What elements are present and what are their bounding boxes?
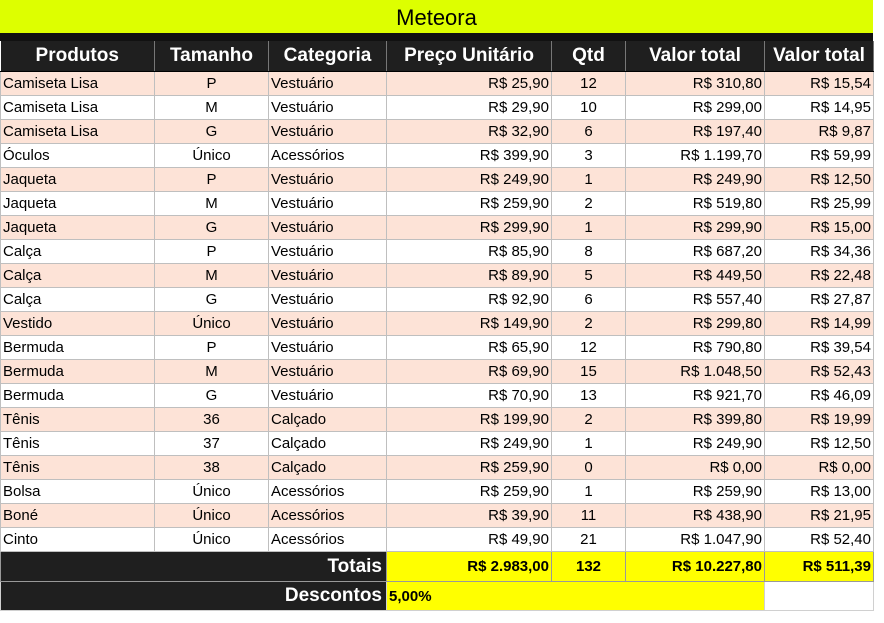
produto-cell[interactable]: Jaqueta [1, 192, 155, 216]
valor-total-2-cell[interactable]: R$ 25,99 [765, 192, 874, 216]
valor-total-cell[interactable]: R$ 249,90 [626, 168, 765, 192]
qtd-cell[interactable]: 21 [552, 528, 626, 552]
tamanho-cell[interactable]: G [155, 384, 269, 408]
header-cell[interactable]: Categoria [269, 41, 387, 72]
valor-total-cell[interactable]: R$ 687,20 [626, 240, 765, 264]
produto-cell[interactable]: Bolsa [1, 480, 155, 504]
tamanho-cell[interactable]: Único [155, 504, 269, 528]
produto-cell[interactable]: Calça [1, 240, 155, 264]
qtd-cell[interactable]: 6 [552, 288, 626, 312]
discount-row [1, 582, 874, 611]
valor-total-2-cell[interactable]: R$ 27,87 [765, 288, 874, 312]
tamanho-cell[interactable]: 37 [155, 432, 269, 456]
tamanho-cell[interactable]: G [155, 120, 269, 144]
preco-unitario-cell[interactable]: R$ 399,90 [387, 144, 552, 168]
qtd-cell[interactable]: 12 [552, 336, 626, 360]
tamanho-cell[interactable]: 36 [155, 408, 269, 432]
tamanho-cell[interactable]: P [155, 168, 269, 192]
qtd-cell[interactable]: 1 [552, 168, 626, 192]
tamanho-cell[interactable]: Único [155, 480, 269, 504]
sheet-title-cell[interactable]: Meteora [0, 0, 873, 33]
qtd-cell[interactable]: 15 [552, 360, 626, 384]
valor-total-cell[interactable]: R$ 438,90 [626, 504, 765, 528]
produto-cell[interactable]: Boné [1, 504, 155, 528]
table-row [1, 456, 874, 480]
categoria-cell[interactable]: Vestuário [269, 360, 387, 384]
categoria-cell[interactable]: Vestuário [269, 384, 387, 408]
valor-total-cell[interactable]: R$ 259,90 [626, 480, 765, 504]
preco-unitario-cell[interactable]: R$ 65,90 [387, 336, 552, 360]
valor-total-cell[interactable]: R$ 921,70 [626, 384, 765, 408]
tamanho-cell[interactable]: Único [155, 528, 269, 552]
header-cell[interactable]: Qtd [552, 41, 626, 72]
valor-total-2-cell[interactable]: R$ 22,48 [765, 264, 874, 288]
empty-cell[interactable] [765, 582, 874, 611]
categoria-cell[interactable]: Acessórios [269, 504, 387, 528]
produto-cell[interactable]: Cinto [1, 528, 155, 552]
valor-total-cell[interactable]: R$ 299,90 [626, 216, 765, 240]
valor-total-2-cell[interactable]: R$ 15,54 [765, 72, 874, 96]
table-row [1, 72, 874, 96]
discount-value-cell[interactable]: 5,00% [387, 582, 765, 611]
qtd-cell[interactable]: 1 [552, 480, 626, 504]
categoria-cell[interactable]: Calçado [269, 432, 387, 456]
valor-total-2-cell[interactable]: R$ 39,54 [765, 336, 874, 360]
table-row [1, 528, 874, 552]
table-row [1, 192, 874, 216]
produto-cell[interactable]: Calça [1, 288, 155, 312]
categoria-cell[interactable]: Vestuário [269, 96, 387, 120]
totals-valor-total-2-cell[interactable]: R$ 511,39 [765, 552, 874, 582]
qtd-cell[interactable]: 3 [552, 144, 626, 168]
valor-total-cell[interactable]: R$ 557,40 [626, 288, 765, 312]
produto-cell[interactable]: Bermuda [1, 384, 155, 408]
totals-row [1, 552, 874, 582]
table-row [1, 408, 874, 432]
table-row [1, 288, 874, 312]
preco-unitario-cell[interactable]: R$ 259,90 [387, 192, 552, 216]
table-row [1, 432, 874, 456]
produto-cell[interactable]: Vestido [1, 312, 155, 336]
produto-cell[interactable]: Jaqueta [1, 168, 155, 192]
valor-total-cell[interactable]: R$ 449,50 [626, 264, 765, 288]
table-row [1, 264, 874, 288]
valor-total-2-cell[interactable]: R$ 14,99 [765, 312, 874, 336]
produto-cell[interactable]: Óculos [1, 144, 155, 168]
categoria-cell[interactable]: Vestuário [269, 288, 387, 312]
preco-unitario-cell[interactable]: R$ 25,90 [387, 72, 552, 96]
preco-unitario-cell[interactable]: R$ 49,90 [387, 528, 552, 552]
tamanho-cell[interactable]: G [155, 216, 269, 240]
tamanho-cell[interactable]: P [155, 336, 269, 360]
preco-unitario-cell[interactable]: R$ 249,90 [387, 168, 552, 192]
qtd-cell[interactable]: 12 [552, 72, 626, 96]
categoria-cell[interactable]: Vestuário [269, 72, 387, 96]
valor-total-cell[interactable]: R$ 0,00 [626, 456, 765, 480]
produto-cell[interactable]: Camiseta Lisa [1, 72, 155, 96]
valor-total-2-cell[interactable]: R$ 14,95 [765, 96, 874, 120]
produto-cell[interactable]: Tênis [1, 408, 155, 432]
tamanho-cell[interactable]: Único [155, 144, 269, 168]
header-cell[interactable]: Valor total [626, 41, 765, 72]
valor-total-2-cell[interactable]: R$ 0,00 [765, 456, 874, 480]
qtd-cell[interactable]: 2 [552, 192, 626, 216]
qtd-cell[interactable]: 5 [552, 264, 626, 288]
valor-total-2-cell[interactable]: R$ 59,99 [765, 144, 874, 168]
table-row [1, 168, 874, 192]
preco-unitario-cell[interactable]: R$ 149,90 [387, 312, 552, 336]
produto-cell[interactable]: Bermuda [1, 360, 155, 384]
valor-total-2-cell[interactable]: R$ 19,99 [765, 408, 874, 432]
produto-cell[interactable]: Camiseta Lisa [1, 120, 155, 144]
preco-unitario-cell[interactable]: R$ 299,90 [387, 216, 552, 240]
qtd-cell[interactable]: 1 [552, 216, 626, 240]
qtd-cell[interactable]: 10 [552, 96, 626, 120]
table-row [1, 240, 874, 264]
preco-unitario-cell[interactable]: R$ 32,90 [387, 120, 552, 144]
header-cell[interactable]: Tamanho [155, 41, 269, 72]
categoria-cell[interactable]: Vestuário [269, 240, 387, 264]
table-row [1, 336, 874, 360]
tamanho-cell[interactable]: P [155, 72, 269, 96]
header-row [1, 41, 874, 72]
qtd-cell[interactable]: 2 [552, 312, 626, 336]
tamanho-cell[interactable]: M [155, 264, 269, 288]
categoria-cell[interactable]: Acessórios [269, 480, 387, 504]
totals-qtd-cell[interactable]: 132 [552, 552, 626, 582]
preco-unitario-cell[interactable]: R$ 199,90 [387, 408, 552, 432]
valor-total-2-cell[interactable]: R$ 34,36 [765, 240, 874, 264]
valor-total-cell[interactable]: R$ 1.047,90 [626, 528, 765, 552]
categoria-cell[interactable]: Vestuário [269, 312, 387, 336]
tamanho-cell[interactable]: 38 [155, 456, 269, 480]
discount-label[interactable]: Descontos [1, 582, 387, 611]
preco-unitario-cell[interactable]: R$ 85,90 [387, 240, 552, 264]
categoria-cell[interactable]: Calçado [269, 456, 387, 480]
table-row [1, 384, 874, 408]
table-body [1, 72, 874, 611]
totals-preco-cell[interactable]: R$ 2.983,00 [387, 552, 552, 582]
produto-cell[interactable]: Jaqueta [1, 216, 155, 240]
qtd-cell[interactable]: 0 [552, 456, 626, 480]
categoria-cell[interactable]: Calçado [269, 408, 387, 432]
preco-unitario-cell[interactable]: R$ 89,90 [387, 264, 552, 288]
categoria-cell[interactable]: Vestuário [269, 192, 387, 216]
valor-total-2-cell[interactable]: R$ 12,50 [765, 432, 874, 456]
valor-total-2-cell[interactable]: R$ 46,09 [765, 384, 874, 408]
valor-total-cell[interactable]: R$ 1.048,50 [626, 360, 765, 384]
valor-total-2-cell[interactable]: R$ 13,00 [765, 480, 874, 504]
header-cell[interactable]: Valor total [765, 41, 874, 72]
table-row [1, 216, 874, 240]
valor-total-2-cell[interactable]: R$ 52,40 [765, 528, 874, 552]
tamanho-cell[interactable]: M [155, 96, 269, 120]
header-cell[interactable]: Produtos [1, 41, 155, 72]
tamanho-cell[interactable]: G [155, 288, 269, 312]
header-cell[interactable]: Preço Unitário [387, 41, 552, 72]
qtd-cell[interactable]: 1 [552, 432, 626, 456]
produto-cell[interactable]: Camiseta Lisa [1, 96, 155, 120]
qtd-cell[interactable]: 6 [552, 120, 626, 144]
valor-total-cell[interactable]: R$ 197,40 [626, 120, 765, 144]
categoria-cell[interactable]: Acessórios [269, 528, 387, 552]
categoria-cell[interactable]: Vestuário [269, 336, 387, 360]
qtd-cell[interactable]: 13 [552, 384, 626, 408]
preco-unitario-cell[interactable]: R$ 259,90 [387, 456, 552, 480]
produto-cell[interactable]: Tênis [1, 432, 155, 456]
valor-total-cell[interactable]: R$ 519,80 [626, 192, 765, 216]
preco-unitario-cell[interactable]: R$ 92,90 [387, 288, 552, 312]
valor-total-2-cell[interactable]: R$ 9,87 [765, 120, 874, 144]
categoria-cell[interactable]: Vestuário [269, 216, 387, 240]
valor-total-2-cell[interactable]: R$ 12,50 [765, 168, 874, 192]
preco-unitario-cell[interactable]: R$ 249,90 [387, 432, 552, 456]
valor-total-cell[interactable]: R$ 299,00 [626, 96, 765, 120]
tamanho-cell[interactable]: M [155, 192, 269, 216]
valor-total-2-cell[interactable]: R$ 52,43 [765, 360, 874, 384]
categoria-cell[interactable]: Vestuário [269, 264, 387, 288]
tamanho-cell[interactable]: Único [155, 312, 269, 336]
preco-unitario-cell[interactable]: R$ 259,90 [387, 480, 552, 504]
table-row [1, 144, 874, 168]
categoria-cell[interactable]: Vestuário [269, 120, 387, 144]
produto-cell[interactable]: Tênis [1, 456, 155, 480]
qtd-cell[interactable]: 2 [552, 408, 626, 432]
valor-total-cell[interactable]: R$ 399,80 [626, 408, 765, 432]
qtd-cell[interactable]: 11 [552, 504, 626, 528]
preco-unitario-cell[interactable]: R$ 29,90 [387, 96, 552, 120]
preco-unitario-cell[interactable]: R$ 39,90 [387, 504, 552, 528]
table-row [1, 480, 874, 504]
produto-cell[interactable]: Bermuda [1, 336, 155, 360]
preco-unitario-cell[interactable]: R$ 69,90 [387, 360, 552, 384]
table-row [1, 504, 874, 528]
table-row [1, 96, 874, 120]
table-row [1, 312, 874, 336]
valor-total-cell[interactable]: R$ 249,90 [626, 432, 765, 456]
tamanho-cell[interactable]: P [155, 240, 269, 264]
valor-total-cell[interactable]: R$ 310,80 [626, 72, 765, 96]
totals-valor-total-cell[interactable]: R$ 10.227,80 [626, 552, 765, 582]
tamanho-cell[interactable]: M [155, 360, 269, 384]
categoria-cell[interactable]: Vestuário [269, 168, 387, 192]
produto-cell[interactable]: Calça [1, 264, 155, 288]
products-table [0, 41, 874, 611]
valor-total-cell[interactable]: R$ 1.199,70 [626, 144, 765, 168]
qtd-cell[interactable]: 8 [552, 240, 626, 264]
valor-total-cell[interactable]: R$ 299,80 [626, 312, 765, 336]
valor-total-2-cell[interactable]: R$ 15,00 [765, 216, 874, 240]
categoria-cell[interactable]: Acessórios [269, 144, 387, 168]
valor-total-2-cell[interactable]: R$ 21,95 [765, 504, 874, 528]
preco-unitario-cell[interactable]: R$ 70,90 [387, 384, 552, 408]
table-row [1, 360, 874, 384]
valor-total-cell[interactable]: R$ 790,80 [626, 336, 765, 360]
table-row [1, 120, 874, 144]
totals-label[interactable]: Totais [1, 552, 387, 582]
title-divider [0, 33, 873, 41]
